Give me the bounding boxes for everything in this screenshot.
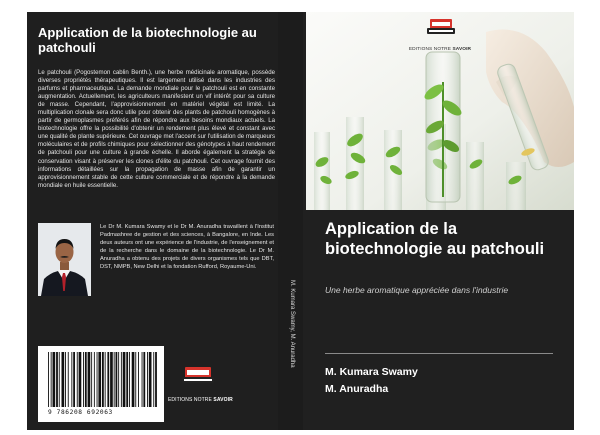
divider-line: [325, 353, 553, 354]
author-name-2: M. Anuradha: [325, 383, 389, 395]
barcode-bar: [126, 352, 128, 407]
isbn-digits: 9 786208 692063: [48, 409, 113, 416]
back-cover-description: Le patchouli (Pogostemon cablin Benth.), une herbe médicinale aromatique, possède diverses propriétés thérapeutiques. Il est largement utilisé dans les industries des parfums et pharmaceutique. La demande mondiale pour le patchouli est en constante augmentation. Actuellement, les agriculteurs manifestent un vif intérêt pour sa culture de masse. Cependant, l'approvisionnement en matériel végétal est limité. La multiplication clonale sera donc utile pour obtenir des plants de patchouli homogènes à partir de germoplasmes préférés afin de répondre aux besoins mondiaux actuels. La biotechnologie offre la possibilité d'obtenir un rendement plus élevé et constant avec une qualité de plante supérieure. Cet ouvrage met l'accent sur l'utilisation de marqueurs moléculaires et de profils chimiques pour sélectionner des génotypes à haut rendement de patchouli pour une culture à grande échelle. Il aborde également la stratégie de conservation visant à préserver les clones d'élite du patchouli. Cet ouvrage fournit des informations détaillées sur la propagation de masse afin de garantir un approvisionnement stable de cette culture commerciale et de répondre à la demande mondiale en huile essentielle.: [38, 69, 275, 189]
barcode-bar: [68, 352, 69, 407]
barcode-bar: [135, 352, 136, 407]
barcode-bar: [153, 352, 154, 407]
barcode-bar: [155, 352, 157, 407]
isbn-barcode: [38, 346, 164, 422]
barcode-bar: [132, 352, 135, 407]
barcode-bar: [65, 352, 66, 407]
barcode-bar: [88, 352, 91, 407]
barcode-bar: [98, 352, 101, 407]
barcode-bar: [143, 352, 145, 407]
barcode-bar: [53, 352, 56, 407]
publisher-book-icon: [168, 362, 228, 392]
barcode-bar: [97, 352, 98, 407]
author-photo: [38, 223, 91, 296]
author-biography: Le Dr M. Kumara Swamy et le Dr M. Anuradha travaillent à l'Institut Padmashree de gestion et des sciences, à Bangalore, en Inde. Les deux auteurs ont une expérience de l'industrie, de l'enseignement et de la recherche dans le domaine de la biotechnologie. Le Dr M. Anuradha a obtenu des projets de divers organismes tels que DBT, DST, NMPB, New Delhi et la fondation Rufford, Royaume-Uni.: [100, 224, 274, 270]
publisher-name-back: EDITIONS NOTRE SAVOIR: [168, 397, 233, 403]
barcode-bar: [51, 352, 52, 407]
book-spine: [278, 12, 303, 430]
publisher-logo-front: [306, 16, 574, 56]
barcode-bar: [118, 352, 119, 407]
barcode-bar: [102, 352, 104, 407]
barcode-bar: [56, 352, 58, 407]
barcode-bar: [105, 352, 106, 407]
back-cover: [27, 12, 278, 430]
barcode-bar: [110, 352, 113, 407]
front-cover: [303, 12, 574, 430]
author-name-1: M. Kumara Swamy: [325, 366, 418, 378]
back-cover-title: Application de la biotechnologie au patchouli: [38, 25, 257, 55]
barcode-bar: [94, 352, 95, 407]
barcode-bar: [83, 352, 84, 407]
barcode-bar: [71, 352, 72, 407]
barcode-bar: [79, 352, 82, 407]
barcode-bar: [77, 352, 78, 407]
spine-authors: M. Kumara Swamy, M. Anuradha: [289, 280, 295, 368]
publisher-name-front: EDITIONS NOTRE SAVOIR: [408, 47, 472, 52]
barcode-bar: [149, 352, 152, 407]
barcode-bar: [62, 352, 65, 407]
book-title: Application de la biotechnologie au patchouli: [325, 220, 545, 258]
book-subtitle: Une herbe aromatique appréciée dans l'industrie: [325, 285, 509, 295]
barcode-bar: [107, 352, 109, 407]
barcode-bar: [138, 352, 139, 407]
barcode-bar: [59, 352, 60, 407]
barcode-bar: [123, 352, 126, 407]
barcode-bar: [85, 352, 87, 407]
barcode-bar: [114, 352, 115, 407]
barcode-bar: [48, 352, 49, 407]
barcode-bar: [73, 352, 75, 407]
barcode-bar: [142, 352, 143, 407]
barcode-bar: [147, 352, 148, 407]
barcode-bar: [129, 352, 130, 407]
publisher-book-icon: [306, 16, 574, 42]
barcode-bar: [121, 352, 122, 407]
publisher-logo-back: [168, 362, 233, 406]
barcode-bar: [91, 352, 92, 407]
cover-photo-plantlets: [306, 12, 574, 210]
barcode-bar: [116, 352, 118, 407]
